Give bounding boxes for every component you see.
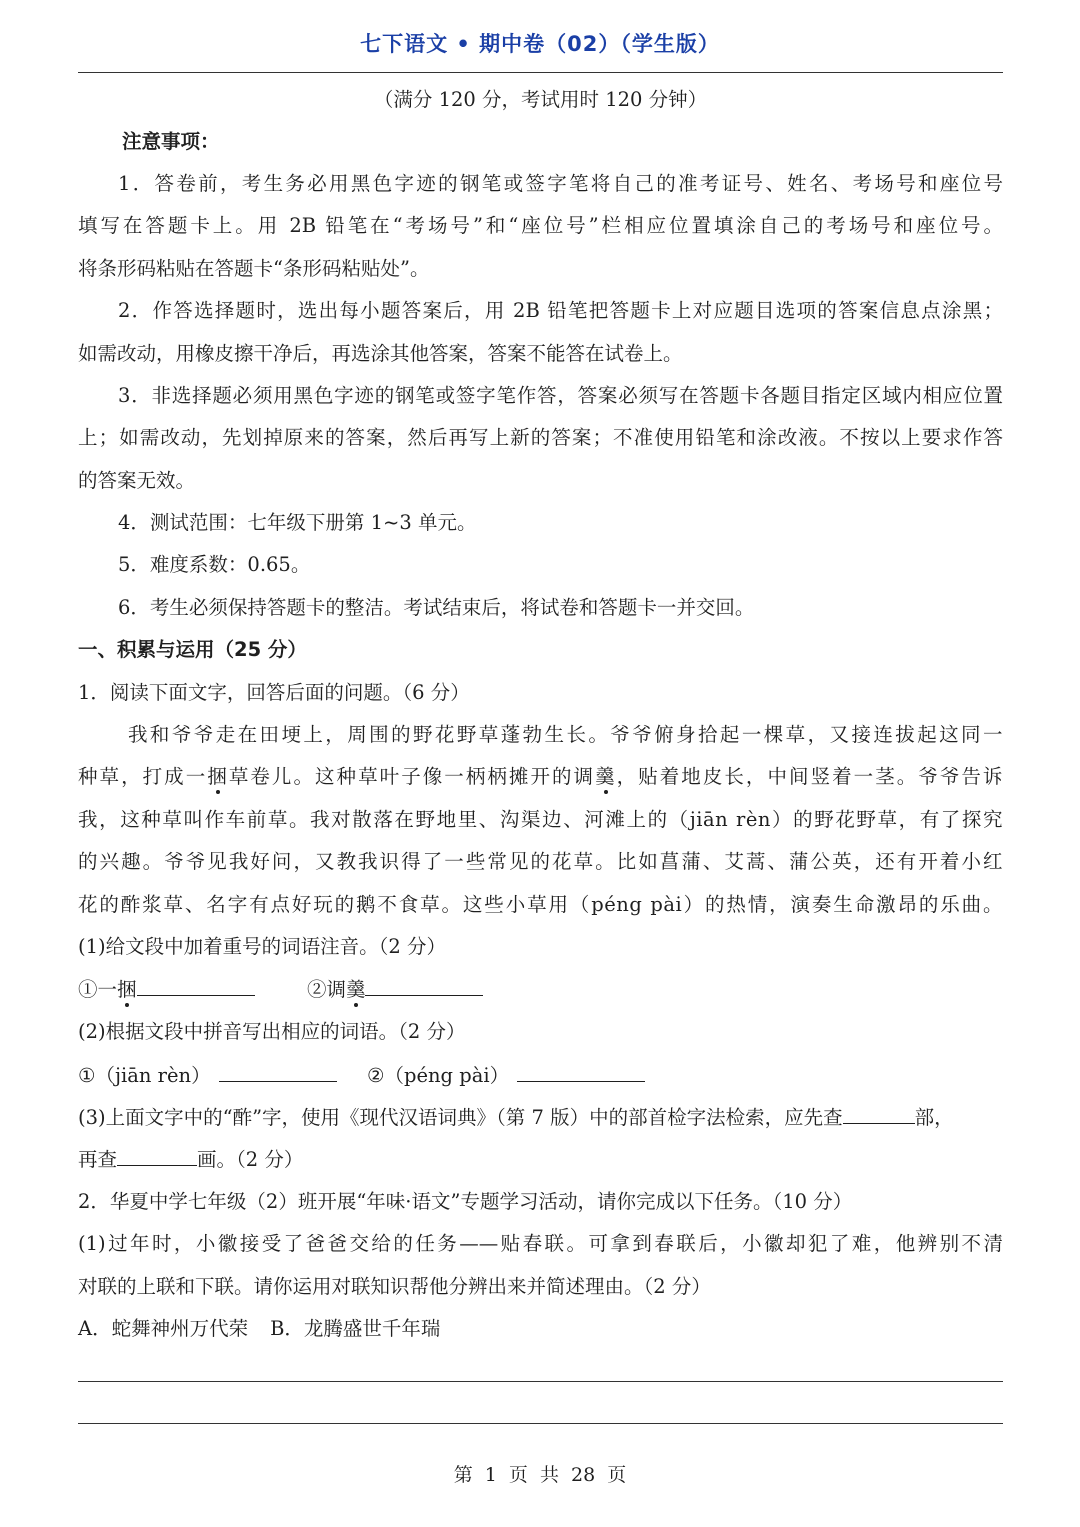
section-heading: 一、积累与运用（25 分）: [78, 638, 307, 661]
notice-item-1: 1．答卷前，考生务必用黑色字迹的钢笔或签字笔将自己的准考证号、姓名、考场号和座位号: [118, 172, 1003, 195]
notice-item-2-cont: 如需改动，用橡皮擦干净后，再选涂其他答案，答案不能答在试卷上。: [78, 342, 683, 365]
notice-item-1-end: 将条形码粘贴在答题卡“条形码粘贴处”。: [78, 257, 430, 280]
passage-line-2: 种草，打成一捆草卷儿。这种草叶子像一柄柄摊开的调羹，贴着地皮长，中间竖着一茎。爷爷告诉: [78, 765, 1003, 788]
passage-line-4: 的兴趣。爷爷见我好问，又教我识得了一些常见的花草。比如菖蒲、艾蒿、蒲公英，还有开着小红: [78, 850, 1003, 873]
answer-row-1: ①一捆 ②调羹: [78, 975, 1003, 1004]
page-number: 第 1 页 共 28 页: [453, 1464, 627, 1486]
passage-line-5: 花的酢浆草、名字有点好玩的鹅不食草。这些小草用（péng pài）的热情，演奏生命激昂的乐曲。: [78, 893, 1003, 916]
answer-line[interactable]: [78, 1423, 1003, 1424]
subquestion-3: (3)上面文字中的“酢”字，使用《现代汉语词典》（第 7 版）中的部首检字法检索，应先查 部，: [78, 1103, 1003, 1132]
emphasis-char: 捆: [207, 765, 229, 788]
notice-item-4: 4．测试范围：七年级下册第 1~3 单元。: [118, 511, 477, 534]
question-2-sub-1-cont: 对联的上联和下联。请你运用对联知识帮他分辨出来并简述理由。（2 分）: [78, 1275, 711, 1298]
question-2-stem: 2．华夏中学七年级（2）班开展“年味·语文”专题学习活动，请你完成以下任务。（10 分）: [78, 1190, 853, 1213]
answer-row-2: ①（jiān rèn） ②（péng pài）: [78, 1061, 1003, 1090]
passage-line-1: 我和爷爷走在田埂上，周围的野花野草蓬勃生长。爷爷俯身拾起一棵草，又接连拔起这同一: [128, 723, 1003, 746]
answer-blank[interactable]: [219, 1061, 337, 1082]
notice-item-6: 6．考生必须保持答题卡的整洁。考试结束后，将试卷和答题卡一并交回。: [118, 596, 755, 619]
emphasis-char: 羹: [345, 978, 366, 1001]
subquestion-2: (2)根据文段中拼音写出相应的词语。（2 分）: [78, 1020, 466, 1043]
answer-blank[interactable]: [365, 975, 483, 996]
document-title: 七下语文 • 期中卷（02）（学生版）: [360, 32, 720, 56]
exam-info: （满分 120 分，考试用时 120 分钟）: [373, 88, 708, 111]
subquestion-1: (1)给文段中加着重号的词语注音。（2 分）: [78, 935, 446, 958]
notice-item-5: 5．难度系数：0.65。: [118, 553, 311, 576]
option-b: B．龙腾盛世千年瑞: [270, 1317, 441, 1340]
notice-item-1-cont: 填写在答题卡上。用 2B 铅笔在“考场号”和“座位号”栏相应位置填涂自己的考场号和座位号。: [78, 214, 1003, 237]
notice-heading: 注意事项：: [122, 130, 220, 153]
couplet-options: [78, 1315, 1003, 1343]
notice-item-3-end: 的答案无效。: [78, 469, 196, 492]
notice-item-3-cont: 上；如需改动，先划掉原来的答案，然后再写上新的答案；不准使用铅笔和涂改液。不按以上要求作答: [78, 426, 1003, 449]
question-2-sub-1: (1)过年时，小徽接受了爸爸交给的任务——贴春联。可拿到春联后，小徽却犯了难，他辨别不清: [78, 1232, 1003, 1255]
emphasis-char: 捆: [117, 978, 137, 1001]
answer-blank[interactable]: [117, 1145, 197, 1166]
answer-blank[interactable]: [843, 1103, 915, 1124]
subquestion-3-cont: 再查 画。（2 分）: [78, 1145, 1003, 1174]
answer-blank[interactable]: [517, 1061, 645, 1082]
header-rule: [78, 72, 1003, 73]
answer-blank[interactable]: [137, 975, 255, 996]
answer-line[interactable]: [78, 1381, 1003, 1382]
emphasis-char: 羹: [595, 765, 617, 788]
passage-line-3: 我，这种草叫作车前草。我对散落在野地里、沟渠边、河滩上的（jiān rèn）的野花野草，有了探究: [78, 808, 1003, 831]
notice-item-2: 2．作答选择题时，选出每小题答案后，用 2B 铅笔把答题卡上对应题目选项的答案信息点涂黑；: [118, 299, 1003, 322]
option-a: A．蛇舞神州万代荣: [78, 1317, 249, 1340]
notice-item-3: 3．非选择题必须用黑色字迹的钢笔或签字笔作答，答案必须写在答题卡各题目指定区域内相应位置: [118, 384, 1003, 407]
question-1-stem: 1．阅读下面文字，回答后面的问题。（6 分）: [78, 681, 470, 704]
